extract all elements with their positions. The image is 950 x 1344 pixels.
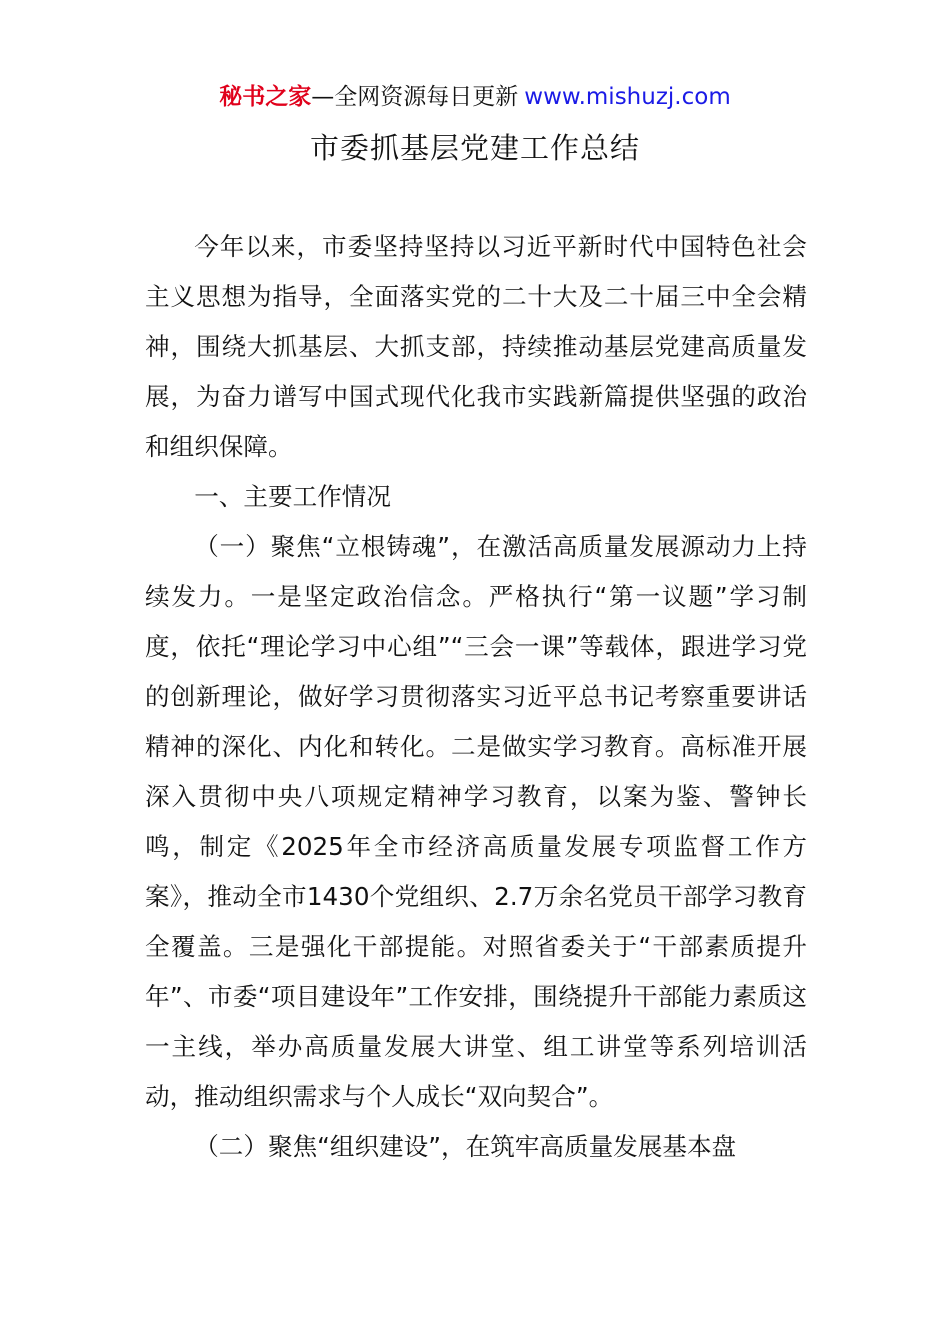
site-brand: 秘书之家 [219,84,312,110]
site-url-link[interactable]: www.mishuzj.com [524,84,731,110]
intro-paragraph: 今年以来，市委坚持坚持以习近平新时代中国特色社会主义思想为指导，全面落实党的二十大及二十届三中全会精神，围绕大抓基层、大抓支部，持续推动基层党建高质量发展，为奋力谱写中国式现代化我市实践新篇提供坚强的政治和组织保障。 [145,232,807,461]
section-heading: 一、主要工作情况 [194,482,391,511]
document-title: 市委抓基层党建工作总结 [309,131,640,165]
site-tagline: —全网资源每日更新 [311,84,519,110]
document-body [145,222,807,1172]
site-header [0,80,950,114]
body-paragraph: （二）聚焦“组织建设”，在筑牢高质量发展基本盘 [194,1132,737,1161]
body-paragraph: （一）聚焦“立根铸魂”，在激活高质量发展源动力上持续发力。一是坚定政治信念。严格执行“第一议题”学习制度，依托“理论学习中心组”“三会一课”等载体，跟进学习党的创新理论，做好学习贯彻落实习近平总书记考察重要讲话精神的深化、内化和转化。二是做实学习教育。高标准开展深入贯彻中央八项规定精神学习教育，以案为鉴、警钟长鸣，制定《2025年全市经济高质量发展专项监督工作方案》，推动全市1430个党组织、2.7万余名党员干部学习教育全覆盖。三是强化干部提能。对照省委关于“干部素质提升年”、市委“项目建设年”工作安排，围绕提升干部能力素质这一主线，举办高质量发展大讲堂、组工讲堂等系列培训活动，推动组织需求与个人成长“双向契合”。 [145,532,807,1111]
